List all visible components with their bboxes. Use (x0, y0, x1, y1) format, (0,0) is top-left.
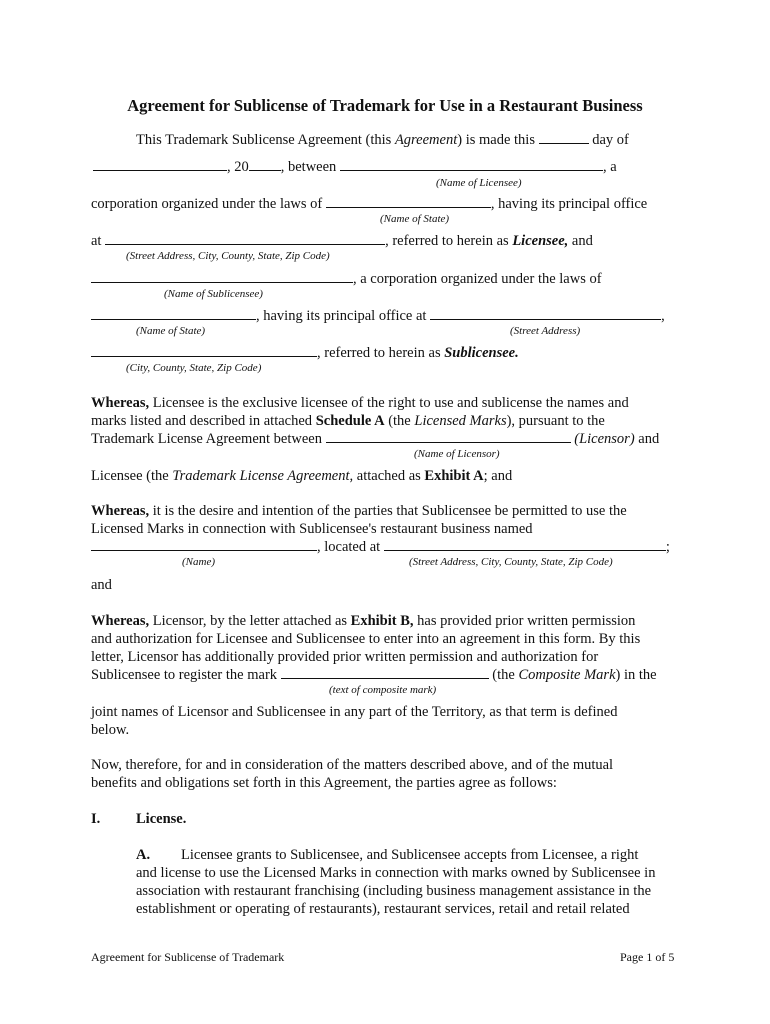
clause-a-line-1: Licensee grants to Sublicensee, and Sublicensee accepts from Licensee, a right (181, 847, 639, 863)
sublicensee-street-blank[interactable] (430, 307, 661, 320)
caption-licensee: (Name of Licensee) (436, 177, 522, 189)
whereas-1-line-2: marks listed and described in attached Schedule A (the Licensed Marks), pursuant to the (91, 413, 605, 429)
licensee-name-blank[interactable] (340, 158, 603, 171)
caption-street: (Street Address) (510, 325, 581, 337)
licensor-name-blank[interactable] (326, 430, 571, 443)
document-title: Agreement for Sublicense of Trademark for Use in a Restaurant Business (127, 96, 643, 115)
caption-composite: (text of composite mark) (329, 684, 437, 696)
footer-title: Agreement for Sublicense of Trademark (91, 950, 285, 964)
sublicensee-name-blank[interactable] (91, 270, 353, 283)
intro-line-6: , having its principal office at , (91, 307, 665, 325)
caption-licensor: (Name of Licensor) (414, 448, 500, 460)
licensee-state-blank[interactable] (326, 195, 491, 208)
clause-letter: A. (136, 847, 151, 863)
section-heading: License. (136, 811, 187, 827)
sublicensee-state-blank[interactable] (91, 307, 256, 320)
whereas-3-line-1: Whereas, Licensor, by the letter attached as Exhibit B, has provided prior written permission (91, 613, 636, 629)
caption-sublicensee: (Name of Sublicensee) (164, 288, 263, 300)
composite-mark-blank[interactable] (281, 666, 489, 679)
footer-page-number: Page 1 of 5 (620, 950, 675, 964)
intro-line-3: corporation organized under the laws of , having its principal office (91, 196, 648, 212)
whereas-3-line-2: and authorization for Licensee and Sublicensee to enter into an agreement in this form. By this (91, 631, 641, 647)
intro-line-2: , 20 , between , a (93, 158, 617, 176)
whereas-1-line-4: Licensee (the Trademark License Agreement, attached as Exhibit A; and (91, 468, 513, 484)
month-blank[interactable] (93, 158, 227, 171)
whereas-3-line-5: joint names of Licensor and Sublicensee in any part of the Territory, as that term is defined (91, 704, 618, 720)
caption-name: (Name) (182, 556, 215, 568)
licensee-address-blank[interactable] (105, 232, 385, 245)
whereas-2-line-1: Whereas, it is the desire and intention of the parties that Sublicensee be permitted to use the (91, 503, 627, 519)
year-blank[interactable] (249, 158, 281, 171)
intro-line-5: , a corporation organized under the laws of (91, 270, 602, 288)
caption-address: (Street Address, City, County, State, Zip Code) (126, 250, 330, 262)
restaurant-name-blank[interactable] (91, 538, 317, 551)
clause-a-line-4: establishment or operating of restaurants), restaurant services, retail and retail related (136, 901, 630, 917)
intro-line-1: This Trademark Sublicense Agreement (this Agreement) is made this day of (136, 132, 629, 148)
whereas-3-line-6: below. (91, 722, 130, 738)
therefore-line-1: Now, therefore, for and in consideration of the matters described above, and of the mutual (91, 757, 614, 773)
whereas-3-line-3: letter, Licensor has additionally provided prior written permission and authorization for (91, 649, 599, 665)
day-blank[interactable] (539, 131, 589, 144)
clause-a-line-3: association with restaurant franchising (including business management assistance in the (136, 883, 652, 899)
restaurant-address-blank[interactable] (384, 538, 666, 551)
caption-city: (City, County, State, Zip Code) (126, 362, 262, 374)
whereas-1-line-3: Trademark License Agreement between (Licensor) and (91, 431, 660, 447)
caption-restaurant-address: (Street Address, City, County, State, Zip Code) (409, 556, 613, 568)
whereas-2-line-2: Licensed Marks in connection with Sublicensee's restaurant business named (91, 521, 533, 537)
sublicensee-city-blank[interactable] (91, 344, 317, 357)
section-number: I. (91, 811, 101, 827)
caption-state-2: (Name of State) (136, 325, 206, 337)
whereas-3-line-4: Sublicensee to register the mark (the Composite Mark) in the (91, 667, 657, 683)
clause-a-line-2: and license to use the Licensed Marks in connection with marks owned by Sublicensee in (136, 865, 656, 881)
whereas-2-and: and (91, 577, 112, 593)
intro-line-7: , referred to herein as Sublicensee. (91, 344, 519, 362)
intro-line-4: at , referred to herein as Licensee, and (91, 233, 593, 249)
whereas-2-line-3: , located at ; (91, 538, 670, 556)
therefore-line-2: benefits and obligations set forth in this Agreement, the parties agree as follows: (91, 775, 557, 791)
whereas-1-line-1: Whereas, Licensee is the exclusive licensee of the right to use and sublicense the names and (91, 395, 629, 411)
caption-state: (Name of State) (380, 213, 450, 225)
